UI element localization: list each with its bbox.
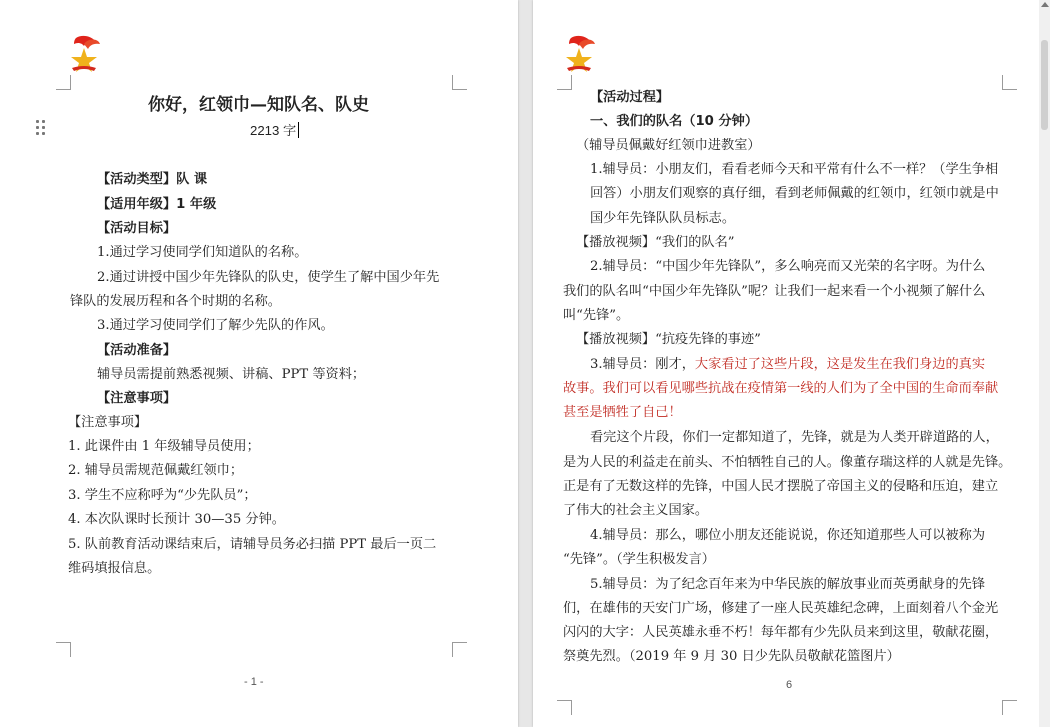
paragraph-line: “先锋”。（学生积极发言）	[563, 552, 715, 567]
paragraph-line: 了伟大的社会主义国家。	[563, 503, 709, 518]
paragraph-line: 我们的队名叫“中国少年先锋队”呢？让我们一起来看一个小视频了解什么	[563, 284, 986, 299]
paragraph-line: 叫“先锋”。	[563, 308, 630, 323]
paragraph-line: 闪闪的大字：人民英雄永垂不朽！每年都有少先队员来到这里，敬献花圈，	[563, 625, 999, 640]
highlighted-paragraph-line: 故事。我们可以看见哪些抗战在疫情第一线的人们为了全中国的生命而奉献	[563, 381, 999, 396]
activity-type: 【活动类型】队 课	[97, 172, 208, 187]
page-number: - 1 -	[244, 676, 264, 688]
paragraph-line: 们，在雄伟的天安门广场，修建了一座人民英雄纪念碑，上面刻着八个金光	[563, 601, 999, 616]
paragraph-line: 2.辅导员：“中国少年先锋队”，多么响亮而又光荣的名字呀。为什么	[590, 259, 986, 274]
process-heading: 【活动过程】	[590, 90, 670, 105]
text-cursor	[298, 122, 299, 138]
paragraph-line: 国少年先锋队队员标志。	[590, 211, 736, 226]
paragraph-line: 4.辅导员：那么，哪位小朋友还能说说，你还知道那些人可以被称为	[590, 528, 986, 543]
paragraph-line: 看完这个片段，你们一定都知道了，先锋，就是为人类开辟道路的人，	[590, 430, 999, 445]
paragraph-line: 辅导员需提前熟悉视频、讲稿、PPT 等资料；	[97, 367, 366, 382]
notes-heading: 【注意事项】	[97, 391, 177, 406]
video-label: 【播放视频】“抗疫先锋的事迹”	[576, 332, 761, 347]
pioneer-emblem-icon	[561, 34, 597, 74]
document-title: 你好，红领巾—知队名、队史	[148, 95, 369, 115]
vertical-scrollbar[interactable]	[1039, 0, 1050, 727]
list-item: 5. 队前教育活动课结束后，请辅导员务必扫描 PPT 最后一页二	[68, 537, 437, 552]
margin-corner-mark	[56, 75, 71, 90]
paragraph-line: 5.辅导员：为了纪念百年来为中华民族的解放事业而英勇献身的先锋	[590, 577, 986, 592]
goals-heading: 【活动目标】	[97, 221, 177, 236]
section-heading: 一、我们的队名（10 分钟）	[590, 114, 759, 129]
word-count: 2213 字	[250, 121, 299, 141]
list-item: 3. 学生不应称呼为“少先队员”；	[68, 488, 257, 503]
margin-corner-mark	[452, 75, 467, 90]
highlighted-text-run: 大家看过了这些片段，这是发生在我们身边的真实	[694, 357, 986, 372]
drag-handle-icon[interactable]	[36, 120, 46, 136]
margin-corner-mark	[452, 642, 467, 657]
paragraph-line: 1.通过学习使同学们知道队的名称。	[97, 245, 308, 260]
scroll-up-icon[interactable]	[1041, 2, 1049, 7]
paragraph-line: 2.通过讲授中国少年先锋队的队史，使学生了解中国少年先	[97, 270, 440, 285]
paragraph-line: 祭奠先烈。（2019 年 9 月 30 日少先队员敬献花篮图片）	[563, 649, 900, 664]
paragraph-line: 回答）小朋友们观察的真仔细，看到老师佩戴的红领巾，红领巾就是中	[590, 186, 999, 201]
document-page-2	[533, 0, 1039, 727]
notes-subheading: 【注意事项】	[68, 415, 148, 430]
grade-level: 【适用年级】1 年级	[97, 197, 217, 212]
text-run: 3.辅导员：刚才，	[590, 357, 695, 372]
document-page-1	[0, 0, 518, 727]
paragraph-line: 正是有了无数这样的先锋，中国人民才摆脱了帝国主义的侵略和压迫，建立	[563, 479, 999, 494]
highlighted-paragraph-line: 甚至是牺牲了自己！	[563, 405, 682, 420]
list-item: 维码填报信息。	[68, 561, 161, 576]
paragraph-line	[590, 355, 985, 375]
list-item: 1. 此课件由 1 年级辅导员使用；	[68, 439, 260, 454]
list-item: 2. 辅导员需规范佩戴红领巾；	[68, 463, 244, 478]
margin-corner-mark	[1002, 700, 1017, 715]
scroll-thumb[interactable]	[1041, 40, 1048, 130]
paragraph-line: 1.辅导员：小朋友们，看看老师今天和平常有什么不一样？（学生争相	[590, 162, 999, 177]
margin-corner-mark	[557, 700, 572, 715]
video-label: 【播放视频】“我们的队名”	[576, 235, 735, 250]
paragraph-line: （辅导员佩戴好红领巾进教室）	[576, 138, 761, 153]
page-number: 6	[786, 679, 793, 691]
paragraph-line: 3.通过学习使同学们了解少先队的作风。	[97, 318, 334, 333]
paragraph-line: 是为人民的利益走在前头、不怕牺牲自己的人。像董存瑞这样的人就是先锋。	[563, 455, 1012, 470]
margin-corner-mark	[557, 75, 572, 90]
margin-corner-mark	[1002, 75, 1017, 90]
list-item: 4. 本次队课时长预计 30—35 分钟。	[68, 512, 285, 527]
pioneer-emblem-icon	[66, 34, 102, 74]
preparation-heading: 【活动准备】	[97, 343, 177, 358]
margin-corner-mark	[56, 642, 71, 657]
paragraph-line: 锋队的发展历程和各个时期的名称。	[70, 294, 281, 309]
